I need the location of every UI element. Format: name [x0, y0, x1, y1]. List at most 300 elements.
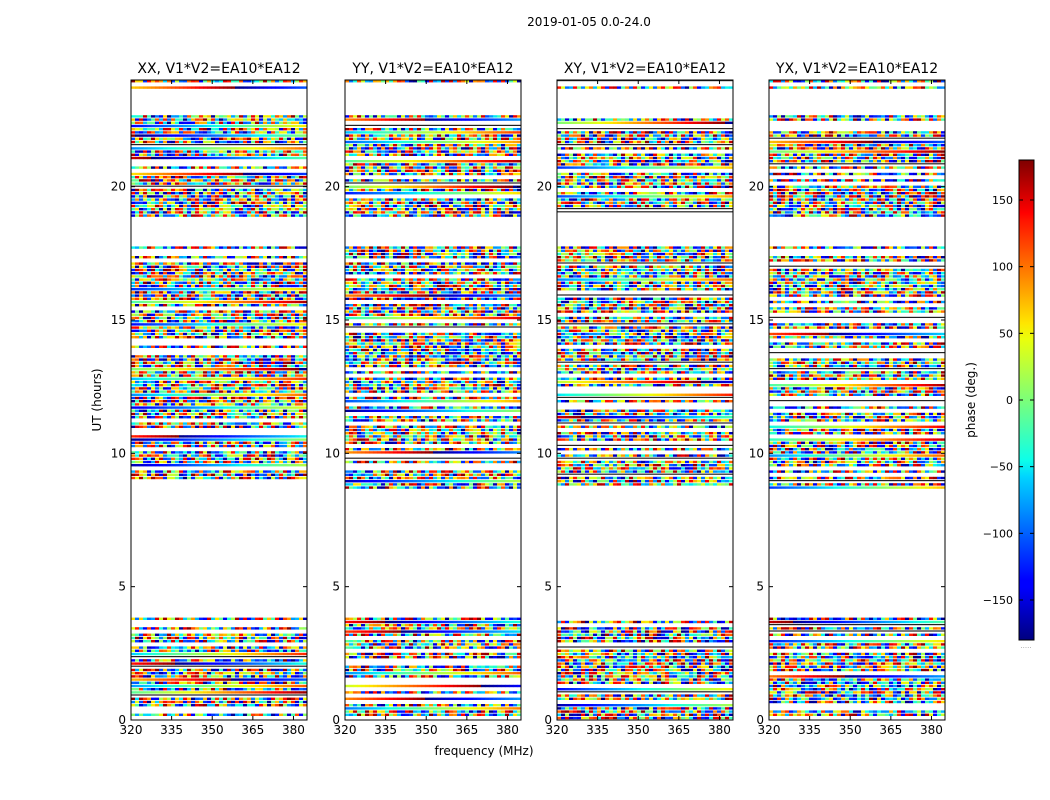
heatmap-cell: [255, 275, 259, 277]
heatmap-cell: [271, 618, 275, 620]
heatmap-cell: [187, 650, 191, 652]
heatmap-cell: [139, 640, 143, 642]
heatmap-cell: [259, 192, 263, 194]
heatmap-cell: [299, 358, 303, 360]
heatmap-cell: [195, 477, 199, 479]
heatmap-cell: [231, 182, 235, 184]
heatmap-cell: [283, 390, 287, 392]
heatmap-cell: [131, 291, 135, 293]
heatmap-cell: [259, 246, 263, 248]
heatmap-cell: [255, 400, 259, 402]
heatmap-cell: [259, 675, 263, 677]
heatmap-cell: [195, 211, 199, 213]
heatmap-cell: [235, 362, 239, 364]
heatmap-cell: [175, 470, 179, 472]
heatmap-cell: [175, 269, 179, 271]
heatmap-cell: [179, 442, 183, 444]
heatmap-cell: [135, 445, 139, 447]
heatmap-cell: [223, 381, 227, 383]
heatmap-cell: [235, 346, 239, 348]
heatmap-cell: [179, 669, 183, 671]
heatmap-cell: [271, 246, 275, 248]
heatmap-cell: [211, 166, 215, 168]
heatmap-cell: [247, 461, 251, 463]
heatmap-cell: [235, 640, 239, 642]
heatmap-cell: [207, 154, 211, 156]
heatmap-cell: [191, 182, 195, 184]
heatmap-cell: [263, 358, 267, 360]
heatmap-cell: [283, 362, 287, 364]
heatmap-cell: [291, 410, 295, 412]
heatmap-cell: [163, 637, 167, 639]
heatmap-cell: [299, 618, 303, 620]
heatmap-cell: [283, 691, 287, 693]
heatmap-cell: [215, 390, 219, 392]
heatmap-cell: [171, 458, 175, 460]
heatmap-cell: [167, 358, 171, 360]
heatmap-cell: [271, 650, 275, 652]
heatmap-cell: [299, 464, 303, 466]
heatmap-cell: [243, 134, 247, 136]
heatmap-cell: [255, 320, 259, 322]
heatmap-cell: [139, 422, 143, 424]
heatmap-cell: [199, 416, 203, 418]
heatmap-cell: [291, 640, 295, 642]
heatmap-cell: [287, 115, 291, 117]
heatmap-cell: [255, 685, 259, 687]
heatmap-cell: [159, 669, 163, 671]
heatmap-cell: [231, 416, 235, 418]
heatmap-cell: [207, 618, 211, 620]
heatmap-cell: [295, 691, 299, 693]
heatmap-cell: [151, 195, 155, 197]
heatmap-cell: [203, 362, 207, 364]
heatmap-cell: [215, 461, 219, 463]
heatmap-cell: [243, 317, 247, 319]
heatmap-cell: [215, 301, 219, 303]
heatmap-cell: [187, 394, 191, 396]
heatmap-cell: [299, 384, 303, 386]
heatmap-cell: [203, 685, 207, 687]
heatmap-cell: [131, 157, 135, 159]
heatmap-cell: [275, 202, 279, 204]
heatmap-cell: [195, 141, 199, 143]
heatmap-cell: [243, 262, 247, 264]
heatmap-cell: [147, 282, 151, 284]
heatmap-cell: [191, 125, 195, 127]
heatmap-cell: [231, 659, 235, 661]
heatmap-cell: [135, 192, 139, 194]
heatmap-cell: [275, 646, 279, 648]
heatmap-cell: [171, 330, 175, 332]
heatmap-cell: [255, 285, 259, 287]
heatmap-cell: [163, 317, 167, 319]
heatmap-cell: [139, 464, 143, 466]
heatmap-cell: [291, 275, 295, 277]
heatmap-cell: [155, 445, 159, 447]
heatmap-cell: [267, 176, 271, 178]
heatmap-cell: [223, 618, 227, 620]
heatmap-cell: [143, 333, 147, 335]
heatmap-cell: [287, 659, 291, 661]
heatmap-cell: [171, 397, 175, 399]
heatmap-cell: [231, 646, 235, 648]
heatmap-cell: [299, 470, 303, 472]
heatmap-cell: [191, 646, 195, 648]
heatmap-cell: [215, 314, 219, 316]
heatmap-cell: [147, 464, 151, 466]
heatmap-cell: [255, 211, 259, 213]
heatmap-cell: [159, 410, 163, 412]
heatmap-cell: [167, 298, 171, 300]
heatmap-cell: [251, 682, 255, 684]
heatmap-cell: [143, 157, 147, 159]
heatmap-cell: [283, 128, 287, 130]
heatmap-cell: [207, 134, 211, 136]
heatmap-cell: [151, 150, 155, 152]
heatmap-cell: [279, 205, 283, 207]
heatmap-cell: [183, 678, 187, 680]
heatmap-cell: [175, 416, 179, 418]
heatmap-cell: [247, 454, 251, 456]
heatmap-cell: [231, 310, 235, 312]
heatmap-cell: [235, 400, 239, 402]
heatmap-cell: [243, 138, 247, 140]
heatmap-cell: [135, 413, 139, 415]
heatmap-cell: [231, 691, 235, 693]
heatmap-cell: [167, 384, 171, 386]
heatmap-cell: [247, 634, 251, 636]
heatmap-cell: [215, 182, 219, 184]
heatmap-cell: [295, 435, 299, 437]
heatmap-cell: [171, 355, 175, 357]
heatmap-cell: [235, 282, 239, 284]
heatmap-cell: [175, 154, 179, 156]
heatmap-cell: [291, 688, 295, 690]
heatmap-cell: [207, 320, 211, 322]
heatmap-cell: [143, 675, 147, 677]
heatmap-cell: [139, 138, 143, 140]
heatmap-cell: [247, 150, 251, 152]
heatmap-cell: [251, 304, 255, 306]
heatmap-cell: [219, 384, 223, 386]
heatmap-cell: [291, 464, 295, 466]
heatmap-cell: [211, 86, 215, 88]
heatmap-cell: [167, 275, 171, 277]
heatmap-cell: [235, 122, 239, 124]
heatmap-cell: [199, 262, 203, 264]
heatmap-cell: [247, 205, 251, 207]
heatmap-cell: [159, 662, 163, 664]
heatmap-cell: [175, 627, 179, 629]
heatmap-cell: [235, 618, 239, 620]
heatmap-cell: [259, 291, 263, 293]
heatmap-cell: [151, 688, 155, 690]
heatmap-cell: [219, 298, 223, 300]
heatmap-cell: [279, 118, 283, 120]
heatmap-cell: [279, 189, 283, 191]
heatmap-cell: [283, 397, 287, 399]
heatmap-cell: [211, 691, 215, 693]
heatmap-cell: [251, 698, 255, 700]
heatmap-cell: [163, 650, 167, 652]
heatmap-cell: [187, 442, 191, 444]
heatmap-cell: [259, 173, 263, 175]
heatmap-cell: [195, 454, 199, 456]
heatmap-cell: [151, 426, 155, 428]
heatmap-cell: [287, 365, 291, 367]
heatmap-cell: [271, 426, 275, 428]
heatmap-cell: [187, 381, 191, 383]
heatmap-cell: [195, 678, 199, 680]
heatmap-cell: [183, 381, 187, 383]
heatmap-cell: [279, 659, 283, 661]
heatmap-cell: [135, 173, 139, 175]
heatmap-cell: [171, 134, 175, 136]
heatmap-cell: [271, 390, 275, 392]
heatmap-cell: [187, 701, 191, 703]
heatmap-cell: [291, 634, 295, 636]
heatmap-cell: [143, 198, 147, 200]
heatmap-cell: [143, 381, 147, 383]
heatmap-cell: [167, 646, 171, 648]
heatmap-cell: [135, 330, 139, 332]
heatmap-cell: [243, 445, 247, 447]
heatmap-cell: [175, 682, 179, 684]
heatmap-cell: [195, 346, 199, 348]
heatmap-cell: [139, 320, 143, 322]
heatmap-cell: [211, 333, 215, 335]
heatmap-cell: [231, 291, 235, 293]
heatmap-cell: [227, 214, 231, 216]
heatmap-cell: [187, 310, 191, 312]
heatmap-cell: [211, 365, 215, 367]
heatmap-cell: [255, 698, 259, 700]
heatmap-cell: [239, 285, 243, 287]
heatmap-cell: [147, 138, 151, 140]
heatmap-cell: [287, 269, 291, 271]
heatmap-cell: [135, 320, 139, 322]
heatmap-cell: [243, 314, 247, 316]
heatmap-cell: [223, 451, 227, 453]
heatmap-cell: [263, 131, 267, 133]
heatmap-cell: [171, 394, 175, 396]
heatmap-cell: [143, 208, 147, 210]
heatmap-cell: [167, 86, 171, 88]
heatmap-cell: [191, 461, 195, 463]
heatmap-cell: [143, 678, 147, 680]
heatmap-cell: [235, 394, 239, 396]
heatmap-cell: [283, 138, 287, 140]
heatmap-cell: [279, 179, 283, 181]
heatmap-cell: [139, 134, 143, 136]
heatmap-cell: [135, 138, 139, 140]
heatmap-cell: [251, 653, 255, 655]
heatmap-cell: [279, 451, 283, 453]
heatmap-cell: [223, 675, 227, 677]
heatmap-cell: [155, 381, 159, 383]
heatmap-cell: [195, 685, 199, 687]
heatmap-cell: [243, 368, 247, 370]
heatmap-cell: [291, 173, 295, 175]
heatmap-cell: [223, 122, 227, 124]
heatmap-cell: [199, 406, 203, 408]
heatmap-cell: [235, 454, 239, 456]
heatmap-cell: [299, 128, 303, 130]
heatmap-cell: [267, 304, 271, 306]
heatmap-cell: [239, 368, 243, 370]
heatmap-cell: [131, 189, 135, 191]
heatmap-cell: [139, 371, 143, 373]
heatmap-cell: [215, 682, 219, 684]
heatmap-cell: [271, 282, 275, 284]
heatmap-cell: [275, 426, 279, 428]
heatmap-cell: [267, 323, 271, 325]
heatmap-cell: [143, 627, 147, 629]
heatmap-cell: [191, 704, 195, 706]
heatmap-cell: [259, 640, 263, 642]
heatmap-cell: [255, 650, 259, 652]
heatmap-cell: [199, 688, 203, 690]
heatmap-cell: [267, 659, 271, 661]
heatmap-cell: [259, 202, 263, 204]
heatmap-cell: [243, 269, 247, 271]
heatmap-cell: [159, 362, 163, 364]
heatmap-cell: [163, 618, 167, 620]
heatmap-cell: [255, 141, 259, 143]
heatmap-cell: [207, 294, 211, 296]
heatmap-cell: [167, 294, 171, 296]
heatmap-cell: [215, 211, 219, 213]
heatmap-cell: [179, 269, 183, 271]
heatmap-cell: [231, 326, 235, 328]
heatmap-cell: [223, 640, 227, 642]
heatmap-cell: [283, 678, 287, 680]
heatmap-cell: [263, 618, 267, 620]
heatmap-cell: [187, 150, 191, 152]
heatmap-cell: [259, 682, 263, 684]
heatmap-cell: [243, 195, 247, 197]
heatmap-cell: [215, 275, 219, 277]
heatmap-cell: [207, 326, 211, 328]
heatmap-cell: [215, 282, 219, 284]
heatmap-cell: [263, 685, 267, 687]
heatmap-cell: [139, 438, 143, 440]
heatmap-cell: [227, 166, 231, 168]
heatmap-cell: [171, 272, 175, 274]
heatmap-cell: [295, 294, 299, 296]
heatmap-cell: [275, 355, 279, 357]
heatmap-cell: [215, 189, 219, 191]
heatmap-cell: [207, 698, 211, 700]
heatmap-cell: [231, 678, 235, 680]
heatmap-cell: [183, 301, 187, 303]
heatmap-cell: [267, 387, 271, 389]
heatmap-cell: [275, 330, 279, 332]
heatmap-cell: [171, 435, 175, 437]
heatmap-cell: [219, 314, 223, 316]
heatmap-cell: [215, 675, 219, 677]
heatmap-cell: [199, 189, 203, 191]
heatmap-cell: [179, 445, 183, 447]
heatmap-cell: [211, 640, 215, 642]
heatmap-cell: [215, 634, 219, 636]
heatmap-cell: [131, 634, 135, 636]
heatmap-cell: [215, 653, 219, 655]
heatmap-cell: [175, 157, 179, 159]
heatmap-cell: [167, 406, 171, 408]
heatmap-cell: [227, 192, 231, 194]
heatmap-cell: [167, 416, 171, 418]
heatmap-cell: [239, 461, 243, 463]
heatmap-cell: [267, 195, 271, 197]
heatmap-cell: [295, 390, 299, 392]
heatmap-cell: [163, 403, 167, 405]
heatmap-cell: [231, 397, 235, 399]
heatmap-cell: [231, 470, 235, 472]
heatmap-cell: [143, 650, 147, 652]
heatmap-cell: [131, 406, 135, 408]
heatmap-cell: [239, 637, 243, 639]
heatmap-cell: [295, 198, 299, 200]
heatmap-cell: [267, 202, 271, 204]
heatmap-cell: [219, 122, 223, 124]
heatmap-cell: [143, 336, 147, 338]
heatmap-cell: [163, 246, 167, 248]
heatmap-cell: [255, 176, 259, 178]
heatmap-cell: [155, 669, 159, 671]
heatmap-cell: [291, 330, 295, 332]
heatmap-cell: [263, 637, 267, 639]
heatmap-cell: [287, 403, 291, 405]
heatmap-cell: [267, 282, 271, 284]
heatmap-cell: [283, 435, 287, 437]
heatmap-cell: [135, 298, 139, 300]
heatmap-cell: [163, 192, 167, 194]
heatmap-cell: [131, 333, 135, 335]
heatmap-cell: [283, 150, 287, 152]
heatmap-cell: [211, 438, 215, 440]
heatmap-cell: [295, 256, 299, 258]
heatmap-cell: [251, 205, 255, 207]
heatmap-cell: [195, 122, 199, 124]
heatmap-cell: [155, 317, 159, 319]
heatmap-cell: [131, 173, 135, 175]
heatmap-cell: [179, 294, 183, 296]
heatmap-cell: [259, 317, 263, 319]
heatmap-cell: [243, 640, 247, 642]
heatmap-cell: [275, 669, 279, 671]
heatmap-cell: [171, 310, 175, 312]
heatmap-cell: [251, 640, 255, 642]
heatmap-cell: [247, 330, 251, 332]
heatmap-cell: [135, 403, 139, 405]
heatmap-cell: [183, 413, 187, 415]
heatmap-cell: [271, 272, 275, 274]
heatmap-cell: [255, 314, 259, 316]
heatmap-cell: [135, 202, 139, 204]
heatmap-cell: [179, 333, 183, 335]
heatmap-cell: [235, 86, 239, 88]
heatmap-cell: [239, 115, 243, 117]
heatmap-cell: [179, 298, 183, 300]
heatmap-cell: [167, 214, 171, 216]
heatmap-cell: [199, 320, 203, 322]
heatmap-cell: [191, 195, 195, 197]
heatmap-cell: [295, 445, 299, 447]
heatmap-cell: [151, 128, 155, 130]
heatmap-cell: [175, 368, 179, 370]
